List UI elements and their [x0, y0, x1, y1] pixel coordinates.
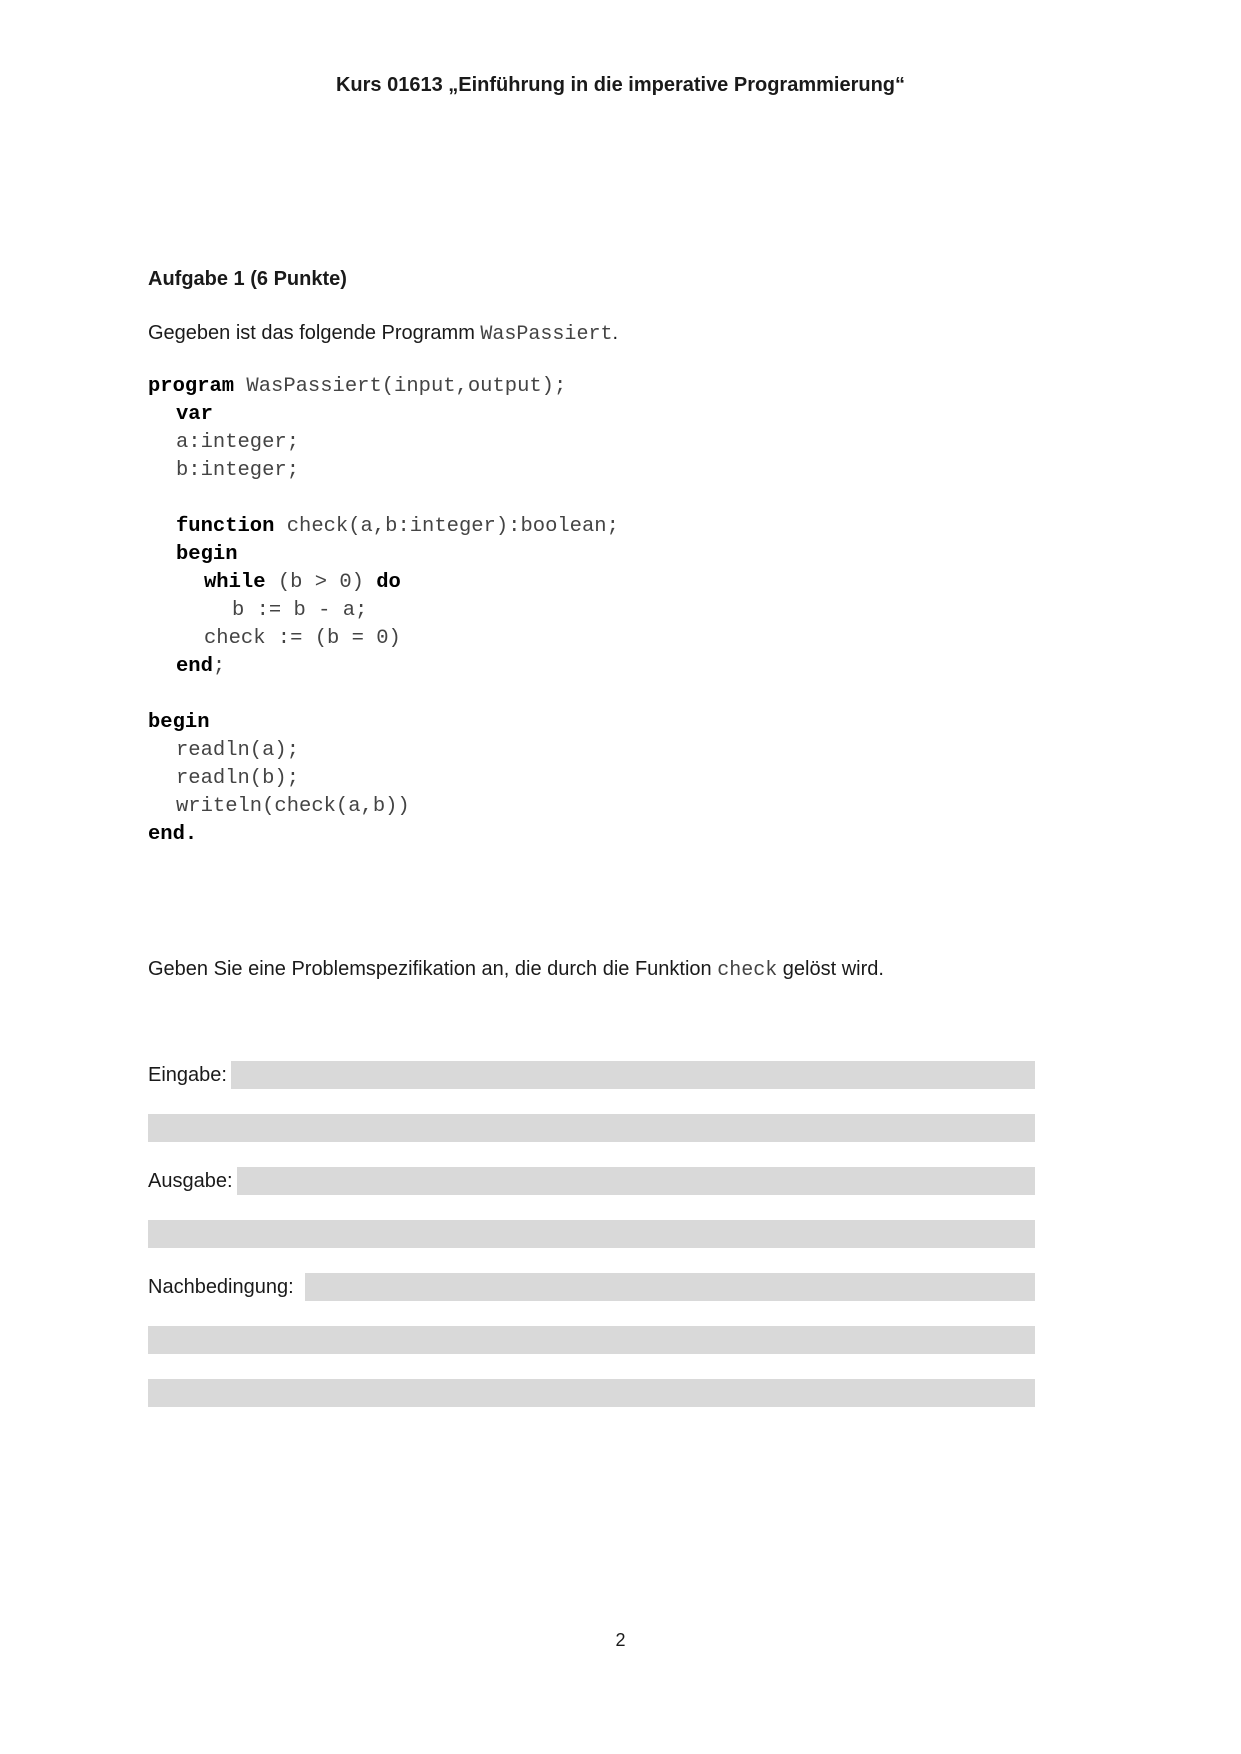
- code-line: while (b > 0) do: [204, 571, 401, 594]
- code-line: a:integer;: [176, 431, 300, 454]
- code-line: begin: [148, 711, 210, 734]
- task-title: Aufgabe 1 (6 Punkte): [148, 268, 347, 290]
- task-intro: [148, 322, 618, 346]
- code-line: program WasPassiert(input,output);: [148, 375, 567, 398]
- output-field[interactable]: [237, 1167, 1035, 1195]
- postcondition-field-continued[interactable]: [148, 1326, 1035, 1354]
- code-line: begin: [176, 543, 238, 566]
- course-header: Kurs 01613 „Einführung in die imperative Programmierung“: [335, 74, 906, 96]
- code-line: function check(a,b:integer):boolean;: [176, 515, 619, 538]
- code-line: end;: [176, 655, 226, 678]
- function-name: check: [717, 959, 778, 982]
- question-text: Geben Sie eine Problemspezifikation an, die durch die Funktion: [148, 958, 718, 980]
- postcondition-field-continued[interactable]: [148, 1379, 1035, 1407]
- code-line: b:integer;: [176, 459, 300, 482]
- input-label: Eingabe:: [148, 1064, 227, 1086]
- code-line: readln(a);: [176, 739, 300, 762]
- intro-text: Gegeben ist das folgende Programm: [148, 322, 481, 344]
- code-line: readln(b);: [176, 767, 300, 790]
- task-question: [148, 958, 884, 982]
- intro-end: .: [612, 322, 619, 344]
- output-label: Ausgabe:: [148, 1170, 233, 1192]
- code-line: writeln(check(a,b)): [176, 795, 410, 818]
- code-line: end.: [148, 823, 198, 846]
- output-field-continued[interactable]: [148, 1220, 1035, 1248]
- question-end: gelöst wird.: [777, 958, 884, 980]
- code-line: b := b - a;: [232, 599, 368, 622]
- input-field[interactable]: [231, 1061, 1035, 1089]
- postcondition-label: Nachbedingung:: [148, 1276, 294, 1298]
- input-field-continued[interactable]: [148, 1114, 1035, 1142]
- code-line: var: [176, 403, 213, 426]
- code-line: check := (b = 0): [204, 627, 401, 650]
- program-name: WasPassiert: [480, 323, 613, 346]
- page-number: 2: [615, 1630, 626, 1650]
- postcondition-field[interactable]: [305, 1273, 1035, 1301]
